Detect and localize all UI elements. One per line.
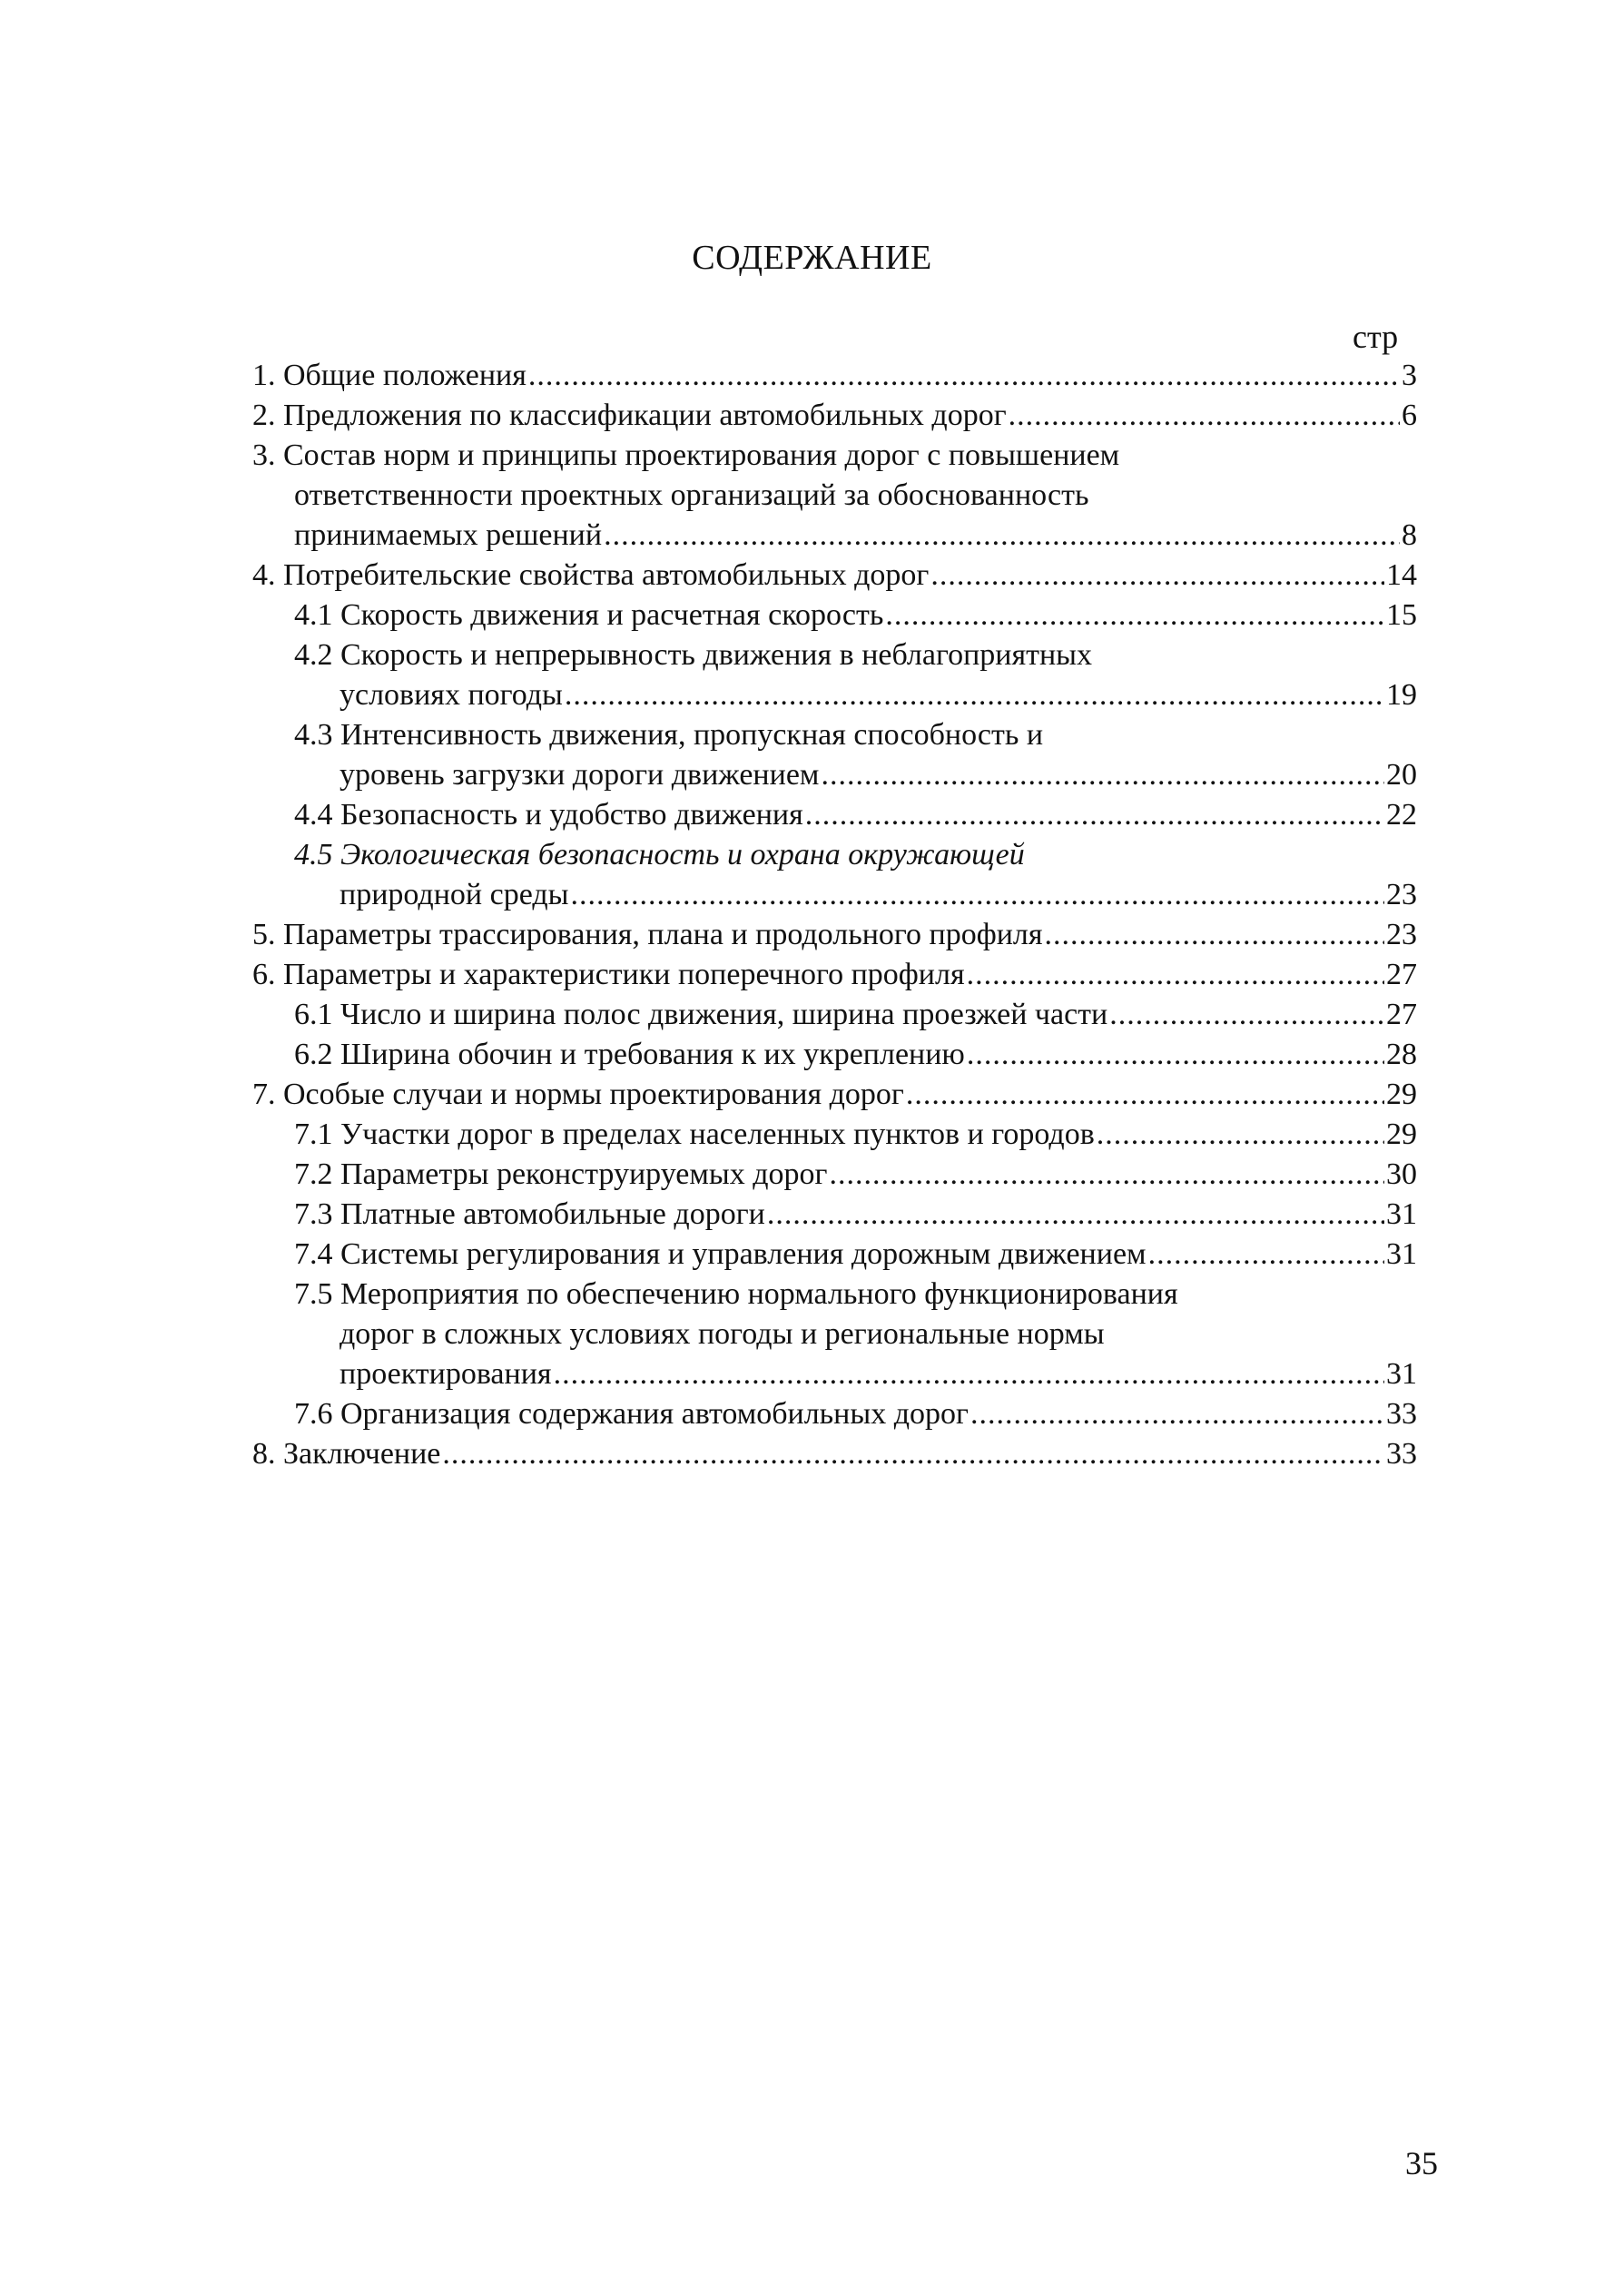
toc-title: СОДЕРЖАНИЕ (692, 239, 932, 277)
toc-line (252, 755, 1417, 795)
toc-line (252, 1035, 1417, 1075)
toc-line-text: принимаемых решений (294, 518, 603, 552)
page-number: 35 (1405, 2145, 1438, 2181)
toc-line (252, 835, 1417, 875)
dot-leader (1009, 396, 1400, 436)
toc-line-text: 7.4 Системы регулирования и управления дорожным движением (294, 1237, 1147, 1271)
toc-line (252, 516, 1417, 556)
toc-line (252, 1314, 1417, 1354)
toc-line (252, 556, 1417, 596)
dot-leader (967, 1035, 1384, 1075)
toc-line-text: 3. Состав норм и принципы проектирования дорог с повышением (252, 438, 1120, 472)
toc-line-text: 2. Предложения по классификации автомобильных дорог (252, 399, 1007, 432)
toc-line (252, 995, 1417, 1035)
toc-line-text: 4.5 Экологическая безопасность и охрана окружающей (294, 838, 1025, 871)
toc-line (252, 396, 1417, 436)
toc-line (252, 1115, 1417, 1155)
toc-line (252, 635, 1417, 675)
dot-leader (829, 1155, 1384, 1195)
toc-page-ref: 31 (1386, 1237, 1417, 1271)
dot-leader (604, 516, 1400, 556)
toc-page-ref: 23 (1386, 878, 1417, 911)
toc-line (252, 1155, 1417, 1195)
toc-line-text: 4.2 Скорость и непрерывность движения в неблагоприятных (294, 638, 1093, 672)
toc-page-ref: 27 (1386, 998, 1417, 1031)
dot-leader (1045, 915, 1384, 955)
toc-line (252, 1434, 1417, 1474)
dot-leader (554, 1354, 1384, 1394)
toc-line-text: 7.6 Организация содержания автомобильных дорог (294, 1397, 969, 1431)
toc-page-ref: 19 (1386, 678, 1417, 712)
toc-page-ref: 30 (1386, 1157, 1417, 1191)
toc-line-text: условиях погоды (340, 678, 563, 712)
toc-line-text: уровень загрузки дороги движением (340, 758, 820, 792)
toc-line (252, 1235, 1417, 1275)
toc-page-ref: 29 (1386, 1117, 1417, 1151)
toc-line (252, 955, 1417, 995)
toc-page-ref: 31 (1386, 1357, 1417, 1391)
toc-line-text: 4.4 Безопасность и удобство движения (294, 798, 803, 832)
toc-line-text: 4.3 Интенсивность движения, пропускная способность и (294, 718, 1044, 752)
dot-leader (570, 875, 1384, 915)
toc-line-text: 6. Параметры и характеристики поперечного профиля (252, 958, 965, 991)
toc-line (252, 1354, 1417, 1394)
table-of-contents (252, 356, 1417, 1474)
toc-line-text: 7. Особые случаи и нормы проектирования дорог (252, 1078, 904, 1111)
toc-page-ref: 31 (1386, 1197, 1417, 1231)
toc-line-text: природной среды (340, 878, 569, 911)
toc-line-text: 7.2 Параметры реконструируемых дорог (294, 1157, 828, 1191)
toc-page-ref: 8 (1402, 518, 1417, 552)
dot-leader (805, 795, 1384, 835)
dot-leader (906, 1075, 1384, 1115)
toc-line (252, 356, 1417, 396)
toc-line (252, 795, 1417, 835)
dot-leader (1109, 995, 1384, 1035)
toc-page-ref: 3 (1402, 359, 1417, 392)
dot-leader (1097, 1115, 1384, 1155)
toc-line (252, 1394, 1417, 1434)
toc-line-text: 7.1 Участки дорог в пределах населенных пунктов и городов (294, 1117, 1095, 1151)
toc-line (252, 1075, 1417, 1115)
toc-line-text: 4. Потребительские свойства автомобильных дорог (252, 558, 930, 592)
toc-line-text: ответственности проектных организаций за обоснованность (294, 478, 1089, 512)
toc-page-ref: 27 (1386, 958, 1417, 991)
toc-line (252, 476, 1417, 516)
toc-line-text: проектирования (340, 1357, 552, 1391)
toc-page-ref: 28 (1386, 1038, 1417, 1071)
toc-line-text: 4.1 Скорость движения и расчетная скорость (294, 598, 884, 632)
toc-line (252, 436, 1417, 476)
toc-line-text: 7.3 Платные автомобильные дороги (294, 1197, 765, 1231)
toc-line (252, 596, 1417, 635)
toc-page-ref: 29 (1386, 1078, 1417, 1111)
toc-line-text: 8. Заключение (252, 1437, 441, 1471)
dot-leader (967, 955, 1384, 995)
toc-page-ref: 20 (1386, 758, 1417, 792)
toc-line (252, 675, 1417, 715)
toc-page-ref: 6 (1402, 399, 1417, 432)
dot-leader (1148, 1235, 1384, 1275)
dot-leader (528, 356, 1400, 396)
toc-line (252, 715, 1417, 755)
toc-line (252, 875, 1417, 915)
toc-page-ref: 23 (1386, 918, 1417, 951)
dot-leader (442, 1434, 1384, 1474)
toc-line-text: 6.1 Число и ширина полос движения, ширина проезжей части (294, 998, 1108, 1031)
toc-line-text: дорог в сложных условиях погоды и региональные нормы (340, 1317, 1105, 1351)
toc-page-ref: 15 (1386, 598, 1417, 632)
toc-page-ref: 14 (1386, 558, 1417, 592)
toc-line (252, 915, 1417, 955)
toc-line-text: 1. Общие положения (252, 359, 527, 392)
toc-line (252, 1195, 1417, 1235)
toc-page-ref: 22 (1386, 798, 1417, 832)
dot-leader (885, 596, 1384, 635)
dot-leader (821, 755, 1384, 795)
dot-leader (767, 1195, 1384, 1235)
dot-leader (930, 556, 1384, 596)
page-column-label: стр (1353, 319, 1399, 355)
dot-leader (565, 675, 1384, 715)
toc-page-ref: 33 (1386, 1397, 1417, 1431)
toc-line-text: 5. Параметры трассирования, плана и продольного профиля (252, 918, 1043, 951)
toc-page-ref: 33 (1386, 1437, 1417, 1471)
toc-line (252, 1275, 1417, 1314)
toc-line-text: 6.2 Ширина обочин и требования к их укреплению (294, 1038, 965, 1071)
dot-leader (970, 1394, 1384, 1434)
toc-line-text: 7.5 Мероприятия по обеспечению нормального функционирования (294, 1277, 1178, 1311)
